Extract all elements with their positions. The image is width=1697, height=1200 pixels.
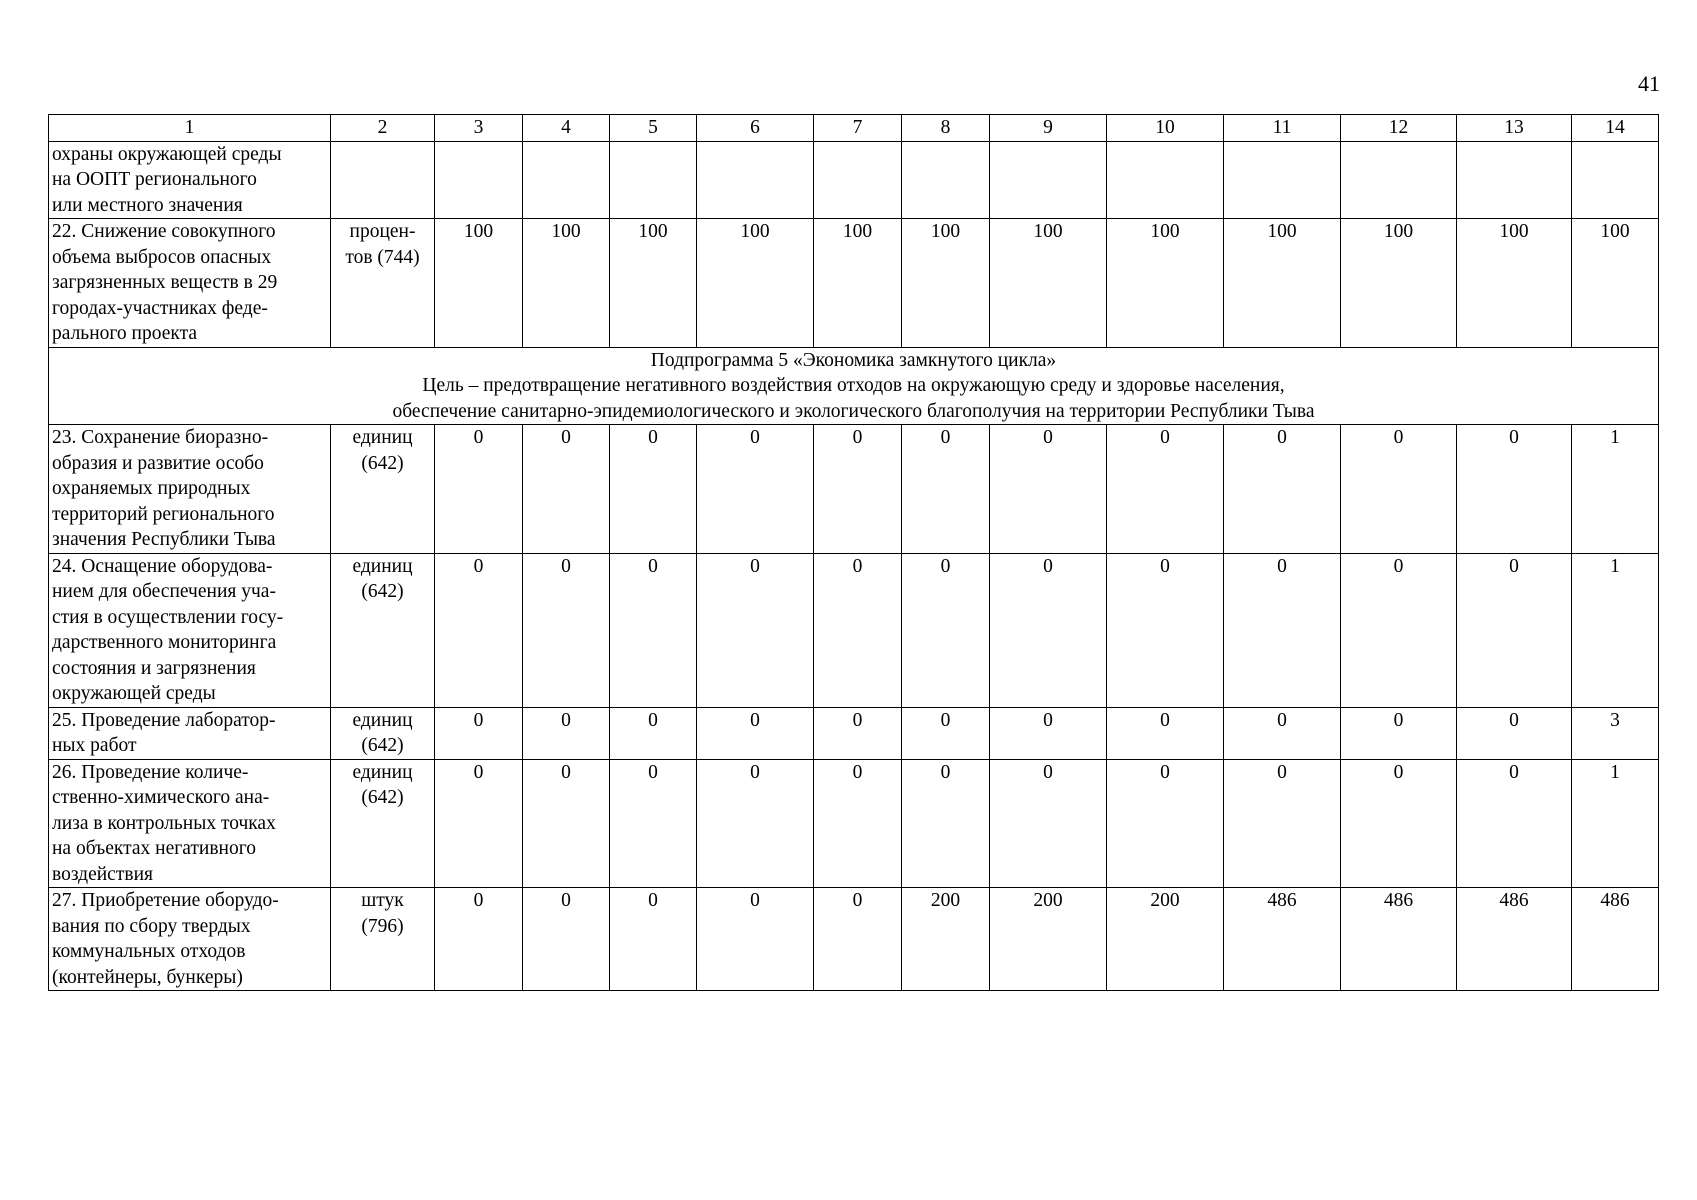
column-number-cell: 12: [1341, 115, 1457, 142]
indicator-name-cell: 24. Оснащение оборудова- нием для обеспечения уча- стия в осуществлении госу- дарственного мониторинга состояния и загрязнения окружающей среды: [49, 553, 331, 707]
value-cell: 100: [523, 219, 610, 348]
value-cell: 486: [1572, 888, 1659, 991]
column-number-cell: 10: [1107, 115, 1224, 142]
value-cell: 0: [697, 707, 814, 759]
value-cell: 0: [1107, 759, 1224, 888]
value-cell: 0: [990, 425, 1107, 554]
value-cell: 0: [1457, 707, 1572, 759]
value-cell: 0: [523, 707, 610, 759]
value-cell: [1341, 141, 1457, 219]
value-cell: 3: [1572, 707, 1659, 759]
value-cell: 100: [814, 219, 902, 348]
value-cell: [1457, 141, 1572, 219]
value-cell: 0: [1224, 553, 1341, 707]
value-cell: 0: [814, 707, 902, 759]
unit-cell: единиц (642): [331, 425, 435, 554]
unit-cell: процен- тов (744): [331, 219, 435, 348]
value-cell: 0: [435, 759, 523, 888]
unit-cell: [331, 141, 435, 219]
value-cell: 100: [1457, 219, 1572, 348]
column-number-cell: 7: [814, 115, 902, 142]
column-number-cell: 4: [523, 115, 610, 142]
value-cell: 0: [697, 553, 814, 707]
value-cell: 0: [1107, 707, 1224, 759]
value-cell: 0: [697, 425, 814, 554]
value-cell: 100: [1107, 219, 1224, 348]
value-cell: 1: [1572, 553, 1659, 707]
value-cell: 1: [1572, 425, 1659, 554]
value-cell: 486: [1341, 888, 1457, 991]
page-number: 41: [1638, 71, 1660, 96]
value-cell: [902, 141, 990, 219]
value-cell: 200: [1107, 888, 1224, 991]
table-body: [49, 115, 1659, 991]
value-cell: 0: [1224, 707, 1341, 759]
indicators-table: [48, 114, 1659, 991]
value-cell: 0: [814, 759, 902, 888]
value-cell: 0: [1107, 425, 1224, 554]
column-number-cell: 8: [902, 115, 990, 142]
value-cell: [1572, 141, 1659, 219]
value-cell: 100: [1224, 219, 1341, 348]
value-cell: 0: [523, 425, 610, 554]
value-cell: 0: [902, 759, 990, 888]
subprogram-title: Подпрограмма 5 «Экономика замкнутого цикла»: [650, 349, 1057, 371]
column-number-row: [49, 115, 1659, 142]
value-cell: [1224, 141, 1341, 219]
column-number-cell: 2: [331, 115, 435, 142]
value-cell: [435, 141, 523, 219]
column-number-cell: 1: [49, 115, 331, 142]
value-cell: 100: [902, 219, 990, 348]
subprogram-goal-line: Цель – предотвращение негативного воздействия отходов на окружающую среду и здоровье населения,: [422, 375, 1285, 396]
value-cell: [523, 141, 610, 219]
value-cell: [814, 141, 902, 219]
column-number-cell: 14: [1572, 115, 1659, 142]
subprogram-goal-line: обеспечение санитарно-эпидемиологического и экологического благополучия на территории Республики Тыва: [392, 400, 1315, 422]
column-number-cell: 5: [610, 115, 697, 142]
value-cell: 0: [610, 707, 697, 759]
value-cell: 0: [902, 553, 990, 707]
table-row: [49, 141, 1659, 219]
value-cell: 0: [1457, 553, 1572, 707]
table-row: [49, 888, 1659, 991]
table-row: [49, 219, 1659, 348]
value-cell: 200: [902, 888, 990, 991]
indicator-name-cell: 25. Проведение лаборатор- ных работ: [49, 707, 331, 759]
value-cell: 0: [610, 553, 697, 707]
column-number-cell: 6: [697, 115, 814, 142]
value-cell: 0: [990, 759, 1107, 888]
subprogram-cell: [49, 347, 1659, 425]
value-cell: 486: [1457, 888, 1572, 991]
value-cell: 0: [435, 425, 523, 554]
value-cell: 0: [610, 425, 697, 554]
value-cell: 0: [523, 759, 610, 888]
value-cell: 0: [902, 425, 990, 554]
value-cell: 486: [1224, 888, 1341, 991]
value-cell: 0: [697, 759, 814, 888]
indicator-name-cell: 27. Приобретение оборудо- вания по сбору твердых коммунальных отходов (контейнеры, бункеры): [49, 888, 331, 991]
value-cell: 0: [1341, 425, 1457, 554]
unit-cell: единиц (642): [331, 553, 435, 707]
value-cell: 0: [1224, 759, 1341, 888]
value-cell: [697, 141, 814, 219]
indicator-name-cell: охраны окружающей среды на ООПТ регионального или местного значения: [49, 141, 331, 219]
value-cell: 0: [435, 553, 523, 707]
value-cell: 100: [610, 219, 697, 348]
unit-cell: единиц (642): [331, 707, 435, 759]
value-cell: [610, 141, 697, 219]
value-cell: 0: [610, 888, 697, 991]
value-cell: 100: [435, 219, 523, 348]
value-cell: 0: [523, 888, 610, 991]
value-cell: 100: [697, 219, 814, 348]
value-cell: 0: [1457, 425, 1572, 554]
value-cell: 0: [990, 707, 1107, 759]
value-cell: 100: [990, 219, 1107, 348]
value-cell: 0: [1107, 553, 1224, 707]
table-row: [49, 707, 1659, 759]
value-cell: 0: [1341, 553, 1457, 707]
indicator-name-cell: 26. Проведение количе- ственно-химического ана- лиза в контрольных точках на объектах негативного воздействия: [49, 759, 331, 888]
value-cell: 100: [1572, 219, 1659, 348]
value-cell: [990, 141, 1107, 219]
value-cell: 0: [697, 888, 814, 991]
value-cell: 0: [1341, 759, 1457, 888]
value-cell: 0: [1341, 707, 1457, 759]
unit-cell: штук (796): [331, 888, 435, 991]
value-cell: 0: [435, 888, 523, 991]
unit-cell: единиц (642): [331, 759, 435, 888]
value-cell: 0: [990, 553, 1107, 707]
subprogram-row: [49, 347, 1659, 425]
value-cell: 0: [902, 707, 990, 759]
value-cell: 0: [814, 888, 902, 991]
table-row: [49, 425, 1659, 554]
table-row: [49, 759, 1659, 888]
value-cell: 1: [1572, 759, 1659, 888]
column-number-cell: 3: [435, 115, 523, 142]
value-cell: 0: [1224, 425, 1341, 554]
column-number-cell: 9: [990, 115, 1107, 142]
indicator-name-cell: 23. Сохранение биоразно- образия и развитие особо охраняемых природных территорий регионального значения Республики Тыва: [49, 425, 331, 554]
value-cell: 0: [1457, 759, 1572, 888]
column-number-cell: 13: [1457, 115, 1572, 142]
value-cell: 0: [435, 707, 523, 759]
value-cell: 0: [523, 553, 610, 707]
value-cell: 100: [1341, 219, 1457, 348]
indicator-name-cell: 22. Снижение совокупного объема выбросов опасных загрязненных веществ в 29 городах-участниках феде- рального проекта: [49, 219, 331, 348]
value-cell: [1107, 141, 1224, 219]
table-row: [49, 553, 1659, 707]
value-cell: 0: [610, 759, 697, 888]
value-cell: 0: [814, 425, 902, 554]
value-cell: 0: [814, 553, 902, 707]
column-number-cell: 11: [1224, 115, 1341, 142]
value-cell: 200: [990, 888, 1107, 991]
